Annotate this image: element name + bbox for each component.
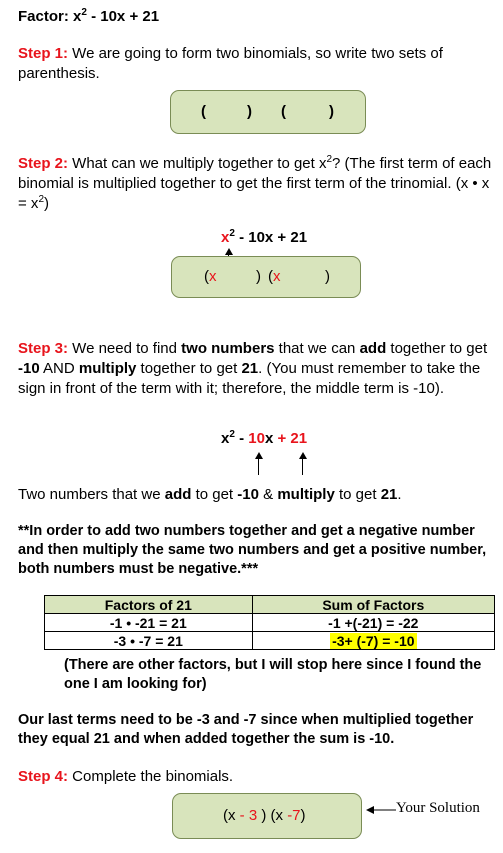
factors-table bbox=[44, 595, 495, 650]
table-row bbox=[45, 614, 495, 632]
table-header-row bbox=[45, 596, 495, 614]
left-arrow-icon bbox=[366, 804, 396, 816]
step3-expression: $x^2 - 10x + 21$ bbox=[221, 429, 308, 447]
table-row bbox=[45, 632, 495, 650]
step1-text: Step 1: We are going to form two binomials, so write two sets of parenthesis. bbox=[18, 45, 443, 82]
table-header: Sum of Factors bbox=[252, 596, 494, 614]
conclusion: Our last terms need to be -3 and -7 since when multiplied together they equal 21 and when added together the sum is -10. bbox=[18, 712, 474, 747]
step2-box: (x ) (x ) bbox=[171, 256, 361, 298]
step4-text: Step 4: Complete the binomials. bbox=[18, 768, 234, 785]
highlighted-sum: -3+ (-7) = -10 bbox=[332, 632, 415, 649]
final-answer: (x - 3 ) (x -7) bbox=[223, 807, 306, 824]
step4-box bbox=[172, 793, 362, 839]
page-title: Factor: $x^2 - 10x + 21$ bbox=[18, 7, 160, 25]
step3-summary: Two numbers that we add to get -10 & multiply to get 21. bbox=[18, 486, 402, 503]
step2-arrow-head bbox=[225, 248, 233, 255]
table-cell: -1 +(-21) = -22 bbox=[252, 614, 494, 632]
step1-box: ( ) ( ) bbox=[170, 90, 366, 134]
table-cell bbox=[252, 632, 494, 650]
negative-rule-note: **In order to add two numbers together and get a negative number and then multiply the same two numbers and get a positive number, both numbers must be negative.*** bbox=[18, 523, 487, 577]
step3-arrow-head-2 bbox=[299, 452, 307, 459]
your-solution-label: Your Solution bbox=[396, 800, 480, 816]
step2-expression: $x^2 - 10x + 21$ bbox=[221, 228, 308, 246]
table-header: Factors of 21 bbox=[45, 596, 253, 614]
step3-arrow-line-1 bbox=[258, 459, 259, 475]
step3-arrow-line-2 bbox=[302, 459, 303, 475]
step2-label: Step 2: bbox=[18, 155, 69, 172]
step4-label: Step 4: bbox=[18, 768, 69, 785]
step3-label: Step 3: bbox=[18, 340, 69, 357]
step1-label: Step 1: bbox=[18, 45, 69, 62]
step3-text: Step 3: We need to find two numbers that we can add together to get -10 AND multiply together to get 21. (You must remember to take the sign in front of the term with it; therefore, the middle term is -10). bbox=[18, 340, 488, 397]
table-cell: -3 • -7 = 21 bbox=[45, 632, 253, 650]
table-note: (There are other factors, but I will stop here since I found the one I am looking for) bbox=[64, 657, 482, 692]
table-cell: -1 • -21 = 21 bbox=[45, 614, 253, 632]
step3-arrow-head-1 bbox=[255, 452, 263, 459]
step2-text: Step 2: What can we multiply together to get $x^2$? (The first term of each binomial is multiplied together to get the first term of the trinomial. (x • $x = x^2$) bbox=[18, 154, 492, 212]
